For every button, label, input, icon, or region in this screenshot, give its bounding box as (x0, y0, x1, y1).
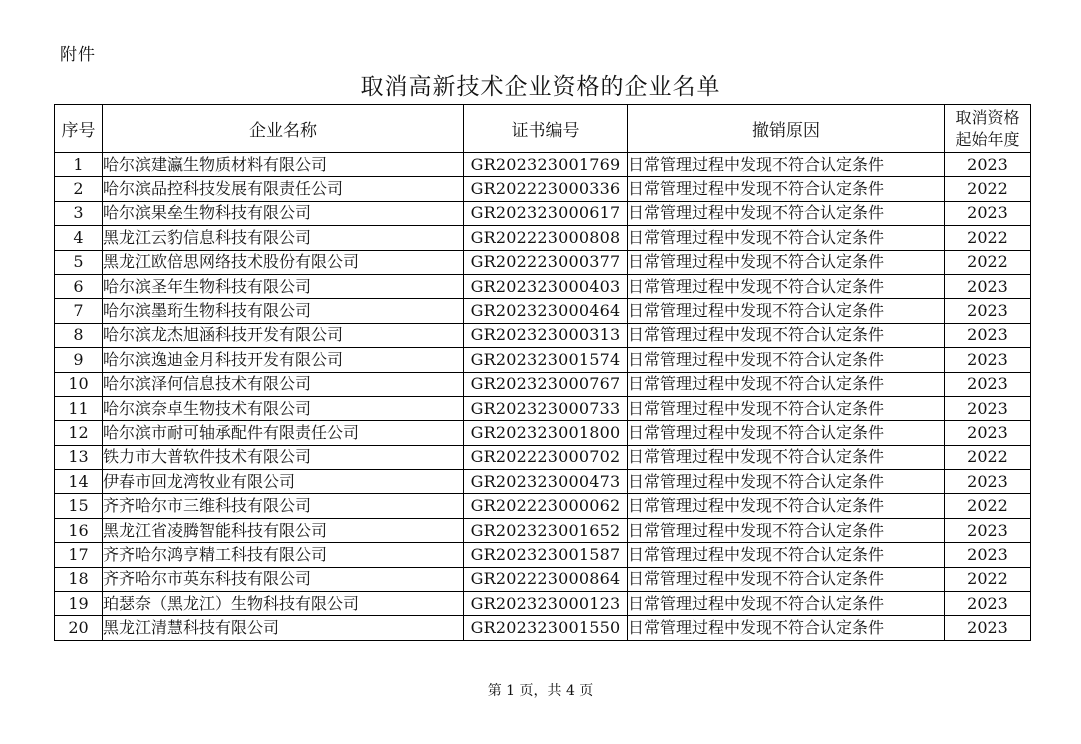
cell-serial-number: 12 (55, 421, 103, 445)
cell-start-year: 2023 (945, 470, 1031, 494)
cell-revocation-reason: 日常管理过程中发现不符合认定条件 (628, 616, 945, 640)
cell-certificate-number: GR202223000808 (464, 226, 628, 250)
cell-serial-number: 5 (55, 250, 103, 274)
cell-revocation-reason: 日常管理过程中发现不符合认定条件 (628, 177, 945, 201)
cell-revocation-reason: 日常管理过程中发现不符合认定条件 (628, 323, 945, 347)
cell-company-name: 齐齐哈尔市三维科技有限公司 (103, 494, 464, 518)
cell-certificate-number: GR202223000336 (464, 177, 628, 201)
cell-company-name: 黑龙江省凌腾智能科技有限公司 (103, 518, 464, 542)
cell-certificate-number: GR202323001800 (464, 421, 628, 445)
cell-serial-number: 2 (55, 177, 103, 201)
cell-start-year: 2022 (945, 226, 1031, 250)
table-row (55, 348, 1031, 372)
cell-certificate-number: GR202323000464 (464, 299, 628, 323)
cell-serial-number: 1 (55, 153, 103, 177)
cell-start-year: 2023 (945, 592, 1031, 616)
cell-company-name: 哈尔滨果垒生物科技有限公司 (103, 201, 464, 225)
cell-company-name: 哈尔滨泽何信息技术有限公司 (103, 372, 464, 396)
cell-serial-number: 18 (55, 567, 103, 591)
cell-start-year: 2023 (945, 274, 1031, 298)
cell-start-year: 2022 (945, 567, 1031, 591)
cell-certificate-number: GR202223000864 (464, 567, 628, 591)
cell-revocation-reason: 日常管理过程中发现不符合认定条件 (628, 592, 945, 616)
cell-certificate-number: GR202323000403 (464, 274, 628, 298)
cell-start-year: 2023 (945, 543, 1031, 567)
cell-serial-number: 17 (55, 543, 103, 567)
attachment-label: 附件 (60, 45, 96, 65)
cell-company-name: 齐齐哈尔鸿亨精工科技有限公司 (103, 543, 464, 567)
cell-revocation-reason: 日常管理过程中发现不符合认定条件 (628, 567, 945, 591)
cell-company-name: 哈尔滨奈卓生物技术有限公司 (103, 396, 464, 420)
cell-company-name: 伊春市回龙湾牧业有限公司 (103, 470, 464, 494)
cell-start-year: 2022 (945, 494, 1031, 518)
cell-start-year: 2023 (945, 372, 1031, 396)
table-row (55, 201, 1031, 225)
cell-certificate-number: GR202323000473 (464, 470, 628, 494)
cell-serial-number: 19 (55, 592, 103, 616)
cell-serial-number: 16 (55, 518, 103, 542)
cell-revocation-reason: 日常管理过程中发现不符合认定条件 (628, 543, 945, 567)
cell-certificate-number: GR202323000123 (464, 592, 628, 616)
cell-start-year: 2023 (945, 201, 1031, 225)
header-start-year-line2: 起始年度 (955, 129, 1020, 149)
cell-start-year: 2023 (945, 396, 1031, 420)
cell-serial-number: 10 (55, 372, 103, 396)
cell-start-year: 2023 (945, 518, 1031, 542)
cell-start-year: 2023 (945, 323, 1031, 347)
table-row (55, 299, 1031, 323)
cell-company-name: 黑龙江欧倍思网络技术股份有限公司 (103, 250, 464, 274)
cell-company-name: 铁力市大普软件技术有限公司 (103, 445, 464, 469)
cell-company-name: 哈尔滨建瀛生物质材料有限公司 (103, 153, 464, 177)
cell-company-name: 哈尔滨逸迪金月科技开发有限公司 (103, 348, 464, 372)
cell-certificate-number: GR202323001550 (464, 616, 628, 640)
cell-company-name: 齐齐哈尔市英东科技有限公司 (103, 567, 464, 591)
cell-serial-number: 8 (55, 323, 103, 347)
table-row (55, 421, 1031, 445)
cell-company-name: 珀瑟奈（黑龙江）生物科技有限公司 (103, 592, 464, 616)
table-row (55, 518, 1031, 542)
cell-revocation-reason: 日常管理过程中发现不符合认定条件 (628, 274, 945, 298)
cell-start-year: 2023 (945, 299, 1031, 323)
cell-company-name: 哈尔滨圣年生物科技有限公司 (103, 274, 464, 298)
cell-revocation-reason: 日常管理过程中发现不符合认定条件 (628, 445, 945, 469)
table-header-row (55, 105, 1031, 153)
cell-serial-number: 20 (55, 616, 103, 640)
cell-serial-number: 7 (55, 299, 103, 323)
table-row (55, 567, 1031, 591)
cell-revocation-reason: 日常管理过程中发现不符合认定条件 (628, 348, 945, 372)
header-start-year (945, 105, 1031, 153)
cell-certificate-number: GR202323001587 (464, 543, 628, 567)
cell-revocation-reason: 日常管理过程中发现不符合认定条件 (628, 494, 945, 518)
cell-revocation-reason: 日常管理过程中发现不符合认定条件 (628, 299, 945, 323)
cell-company-name: 黑龙江清慧科技有限公司 (103, 616, 464, 640)
page-title: 取消高新技术企业资格的企业名单 (360, 74, 721, 100)
cell-serial-number: 3 (55, 201, 103, 225)
cell-certificate-number: GR202323000313 (464, 323, 628, 347)
table-row (55, 372, 1031, 396)
table-row (55, 445, 1031, 469)
cell-revocation-reason: 日常管理过程中发现不符合认定条件 (628, 518, 945, 542)
table-row (55, 470, 1031, 494)
cell-certificate-number: GR202223000377 (464, 250, 628, 274)
table-row (55, 543, 1031, 567)
cell-company-name: 哈尔滨龙杰旭涵科技开发有限公司 (103, 323, 464, 347)
cell-start-year: 2023 (945, 348, 1031, 372)
header-certificate-number: 证书编号 (464, 105, 628, 153)
cell-company-name: 哈尔滨品控科技发展有限责任公司 (103, 177, 464, 201)
table-row (55, 494, 1031, 518)
cell-start-year: 2023 (945, 616, 1031, 640)
header-revocation-reason: 撤销原因 (628, 105, 945, 153)
cell-serial-number: 14 (55, 470, 103, 494)
cell-serial-number: 9 (55, 348, 103, 372)
cell-serial-number: 6 (55, 274, 103, 298)
header-company-name: 企业名称 (103, 105, 464, 153)
cell-revocation-reason: 日常管理过程中发现不符合认定条件 (628, 226, 945, 250)
cell-revocation-reason: 日常管理过程中发现不符合认定条件 (628, 470, 945, 494)
page-number-footer: 第 1 页，共 4 页 (487, 683, 594, 699)
cell-start-year: 2023 (945, 153, 1031, 177)
cell-certificate-number: GR202323001652 (464, 518, 628, 542)
table-row (55, 226, 1031, 250)
table-row (55, 250, 1031, 274)
table-row (55, 177, 1031, 201)
cell-certificate-number: GR202323000733 (464, 396, 628, 420)
table-row (55, 396, 1031, 420)
cell-serial-number: 11 (55, 396, 103, 420)
table-body (55, 153, 1031, 641)
cell-serial-number: 4 (55, 226, 103, 250)
cell-serial-number: 15 (55, 494, 103, 518)
cell-certificate-number: GR202323001574 (464, 348, 628, 372)
cell-start-year: 2022 (945, 177, 1031, 201)
cell-revocation-reason: 日常管理过程中发现不符合认定条件 (628, 372, 945, 396)
cell-revocation-reason: 日常管理过程中发现不符合认定条件 (628, 396, 945, 420)
cell-certificate-number: GR202323001769 (464, 153, 628, 177)
company-list-table (54, 104, 1031, 641)
cell-certificate-number: GR202323000617 (464, 201, 628, 225)
cell-certificate-number: GR202223000702 (464, 445, 628, 469)
cell-certificate-number: GR202323000767 (464, 372, 628, 396)
table-row (55, 153, 1031, 177)
cell-company-name: 黑龙江云豹信息科技有限公司 (103, 226, 464, 250)
cell-serial-number: 13 (55, 445, 103, 469)
cell-revocation-reason: 日常管理过程中发现不符合认定条件 (628, 421, 945, 445)
cell-company-name: 哈尔滨墨珩生物科技有限公司 (103, 299, 464, 323)
cell-certificate-number: GR202223000062 (464, 494, 628, 518)
header-serial-number: 序号 (55, 105, 103, 153)
table-row (55, 592, 1031, 616)
table-row (55, 274, 1031, 298)
cell-revocation-reason: 日常管理过程中发现不符合认定条件 (628, 201, 945, 225)
cell-revocation-reason: 日常管理过程中发现不符合认定条件 (628, 250, 945, 274)
table-row (55, 323, 1031, 347)
table-row (55, 616, 1031, 640)
cell-revocation-reason: 日常管理过程中发现不符合认定条件 (628, 153, 945, 177)
header-start-year-line1: 取消资格 (955, 107, 1020, 127)
cell-company-name: 哈尔滨市耐可轴承配件有限责任公司 (103, 421, 464, 445)
cell-start-year: 2022 (945, 445, 1031, 469)
cell-start-year: 2023 (945, 421, 1031, 445)
cell-start-year: 2022 (945, 250, 1031, 274)
